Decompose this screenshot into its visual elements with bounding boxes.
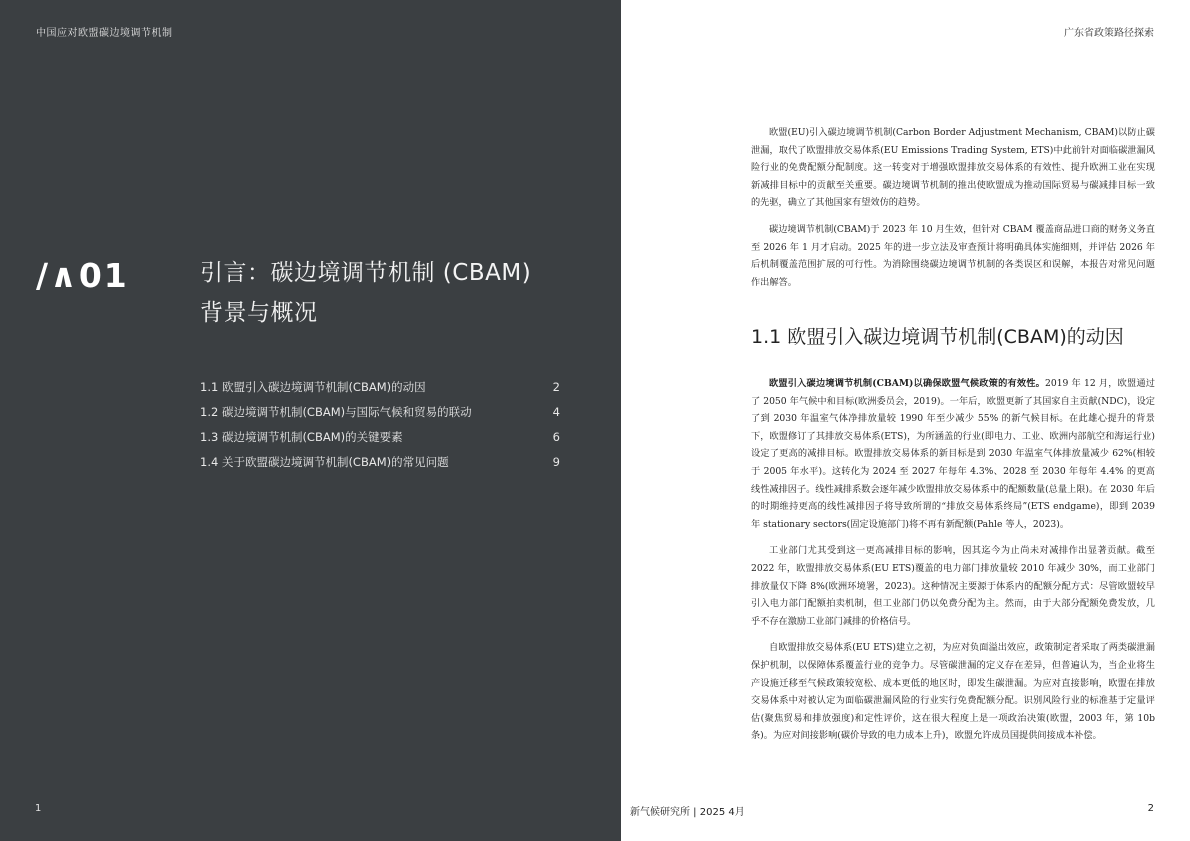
toc-item[interactable] bbox=[200, 376, 560, 401]
section-paragraph: 自欧盟排放交易体系(EU ETS)建立之初，为应对负面溢出效应，政策制定者采取了两类碳泄漏保护机制，以保障体系覆盖行业的竞争力。尽管碳泄漏的定义存在差异，但普遍认为，当企业将生产设施迁移至气候政策较宽松、成本更低的地区时，即发生碳泄漏。为应对直接影响，欧盟在排放交易体系中对被认定为面临碳泄漏风险的行业实行免费配额分配。识别风险行业的标准基于定量评估(聚焦贸易和排放强度)和定性评价，这在很大程度上是一项政治决策(欧盟，2003 年，第 10b 条)。为应对间接影响(碳价导致的电力成本上升)，欧盟允许成员国提供间接成本补偿。 bbox=[751, 642, 1155, 742]
section-paragraph: 工业部门尤其受到这一更高减排目标的影响，因其迄今为止尚未对减排作出显著贡献。截至 2022 年，欧盟排放交易体系(EU ETS)覆盖的电力部门排放量较 2010 年减少 30%，而工业部门排放量仅下降 8%(欧洲环境署，2023)。这种情况主要源于体系内的配额分配方式：尽管欧盟较早引入电力部门配额拍卖机制，但工业部门仍以免费分配为主。然而，由于大部分配额免费发放，几乎不存在激励工业部门减排的价格信号。 bbox=[751, 545, 1155, 627]
chapter-title-line1: 引言：碳边境调节机制 (CBAM) bbox=[200, 260, 532, 286]
intro-paragraph: 碳边境调节机制(CBAM)于 2023 年 10 月生效，但针对 CBAM 覆盖商品进口商的财务义务直至 2026 年 1 月才启动。2025 年的进一步立法及审查预计将明确具体实施细则，并评估 2026 年后机制覆盖范围扩展的可行性。为消除围绕碳边境调节机制的各类误区和误解，本报告对常见问题作出解答。 bbox=[751, 223, 1155, 288]
right-page-number: 2 bbox=[1147, 803, 1154, 814]
left-page-number: 1 bbox=[35, 803, 42, 814]
toc-item-label: 1.4 关于欧盟碳边境调节机制(CBAM)的常见问题 bbox=[200, 455, 449, 469]
section-title: 1.1 欧盟引入碳边境调节机制(CBAM)的动因 bbox=[751, 326, 1124, 348]
toc-item[interactable] bbox=[200, 426, 560, 451]
section-lead-bold: 欧盟引入碳边境调节机制(CBAM)以确保欧盟气候政策的有效性。 bbox=[769, 378, 1046, 389]
section-text bbox=[751, 375, 1155, 754]
chapter-title-line2: 背景与概况 bbox=[200, 300, 318, 326]
toc-item-page: 6 bbox=[552, 430, 560, 444]
section-paragraph-rest: 2019 年 12 月，欧盟通过了 2050 年气候中和目标(欧洲委员会，2019)。一年后，欧盟更新了其国家自主贡献(NDC)，设定了到 2030 年温室气体净排放量较 1990 年至少减少 55% 的新气候目标。在此雄心提升的背景下，欧盟修订了其排放交易体系(ETS)，为所涵盖的行业(即电力、工业、欧洲内部航空和海运行业)设定了更高的减排目标。欧盟排放交易体系的新目标是到 2030 年温室气体排放量减少 62%(相较于 2005 年水平)。这转化为 2024 至 2027 年每年 4.3%、2028 至 2030 年每年 4.4% 的更高线性减排因子。线性减排系数会逐年减少欧盟排放交易体系中的配额数量(总量上限)。在 2030 年后的时期维持更高的线性减排因子将导致所谓的“排放交易体系终局”(ETS endgame)，即到 2039 年 stationary sectors(固定设施部门)将不再有新配额(Pahle 等人，2023)。 bbox=[751, 378, 1155, 530]
intro-paragraph: 欧盟(EU)引入碳边境调节机制(Carbon Border Adjustment Mechanism, CBAM)以防止碳泄漏，取代了欧盟排放交易体系(EU Emissions Trading System, ETS)中此前针对面临碳泄漏风险行业的免费配额分配制度。这一转变对于增强欧盟排放交易体系的有效性、提升欧洲工业在实现新减排目标中的贡献至关重要。碳边境调节机制的推出使欧盟成为推动国际贸易与碳减排目标一致的先驱，确立了其他国家有望效仿的趋势。 bbox=[751, 127, 1155, 209]
section-paragraph bbox=[751, 375, 1155, 533]
chapter-number: /∧01 bbox=[36, 256, 129, 295]
left-running-header: 中国应对欧盟碳边境调节机制 bbox=[36, 28, 173, 39]
toc-item[interactable] bbox=[200, 401, 560, 426]
toc-item[interactable] bbox=[200, 451, 560, 476]
right-running-header: 广东省政策路径探索 bbox=[1064, 28, 1154, 39]
toc-item-label: 1.1 欧盟引入碳边境调节机制(CBAM)的动因 bbox=[200, 380, 426, 394]
toc-item-page: 2 bbox=[552, 380, 560, 394]
toc-item-page: 9 bbox=[552, 455, 560, 469]
intro-text bbox=[751, 124, 1155, 300]
right-page bbox=[621, 0, 1190, 841]
table-of-contents bbox=[200, 376, 560, 476]
chapter-title bbox=[200, 253, 590, 333]
toc-item-label: 1.2 碳边境调节机制(CBAM)与国际气候和贸易的联动 bbox=[200, 405, 472, 419]
publisher-footer: 新气候研究所 | 2025 4月 bbox=[630, 807, 745, 818]
toc-item-page: 4 bbox=[552, 405, 560, 419]
toc-item-label: 1.3 碳边境调节机制(CBAM)的关键要素 bbox=[200, 430, 403, 444]
